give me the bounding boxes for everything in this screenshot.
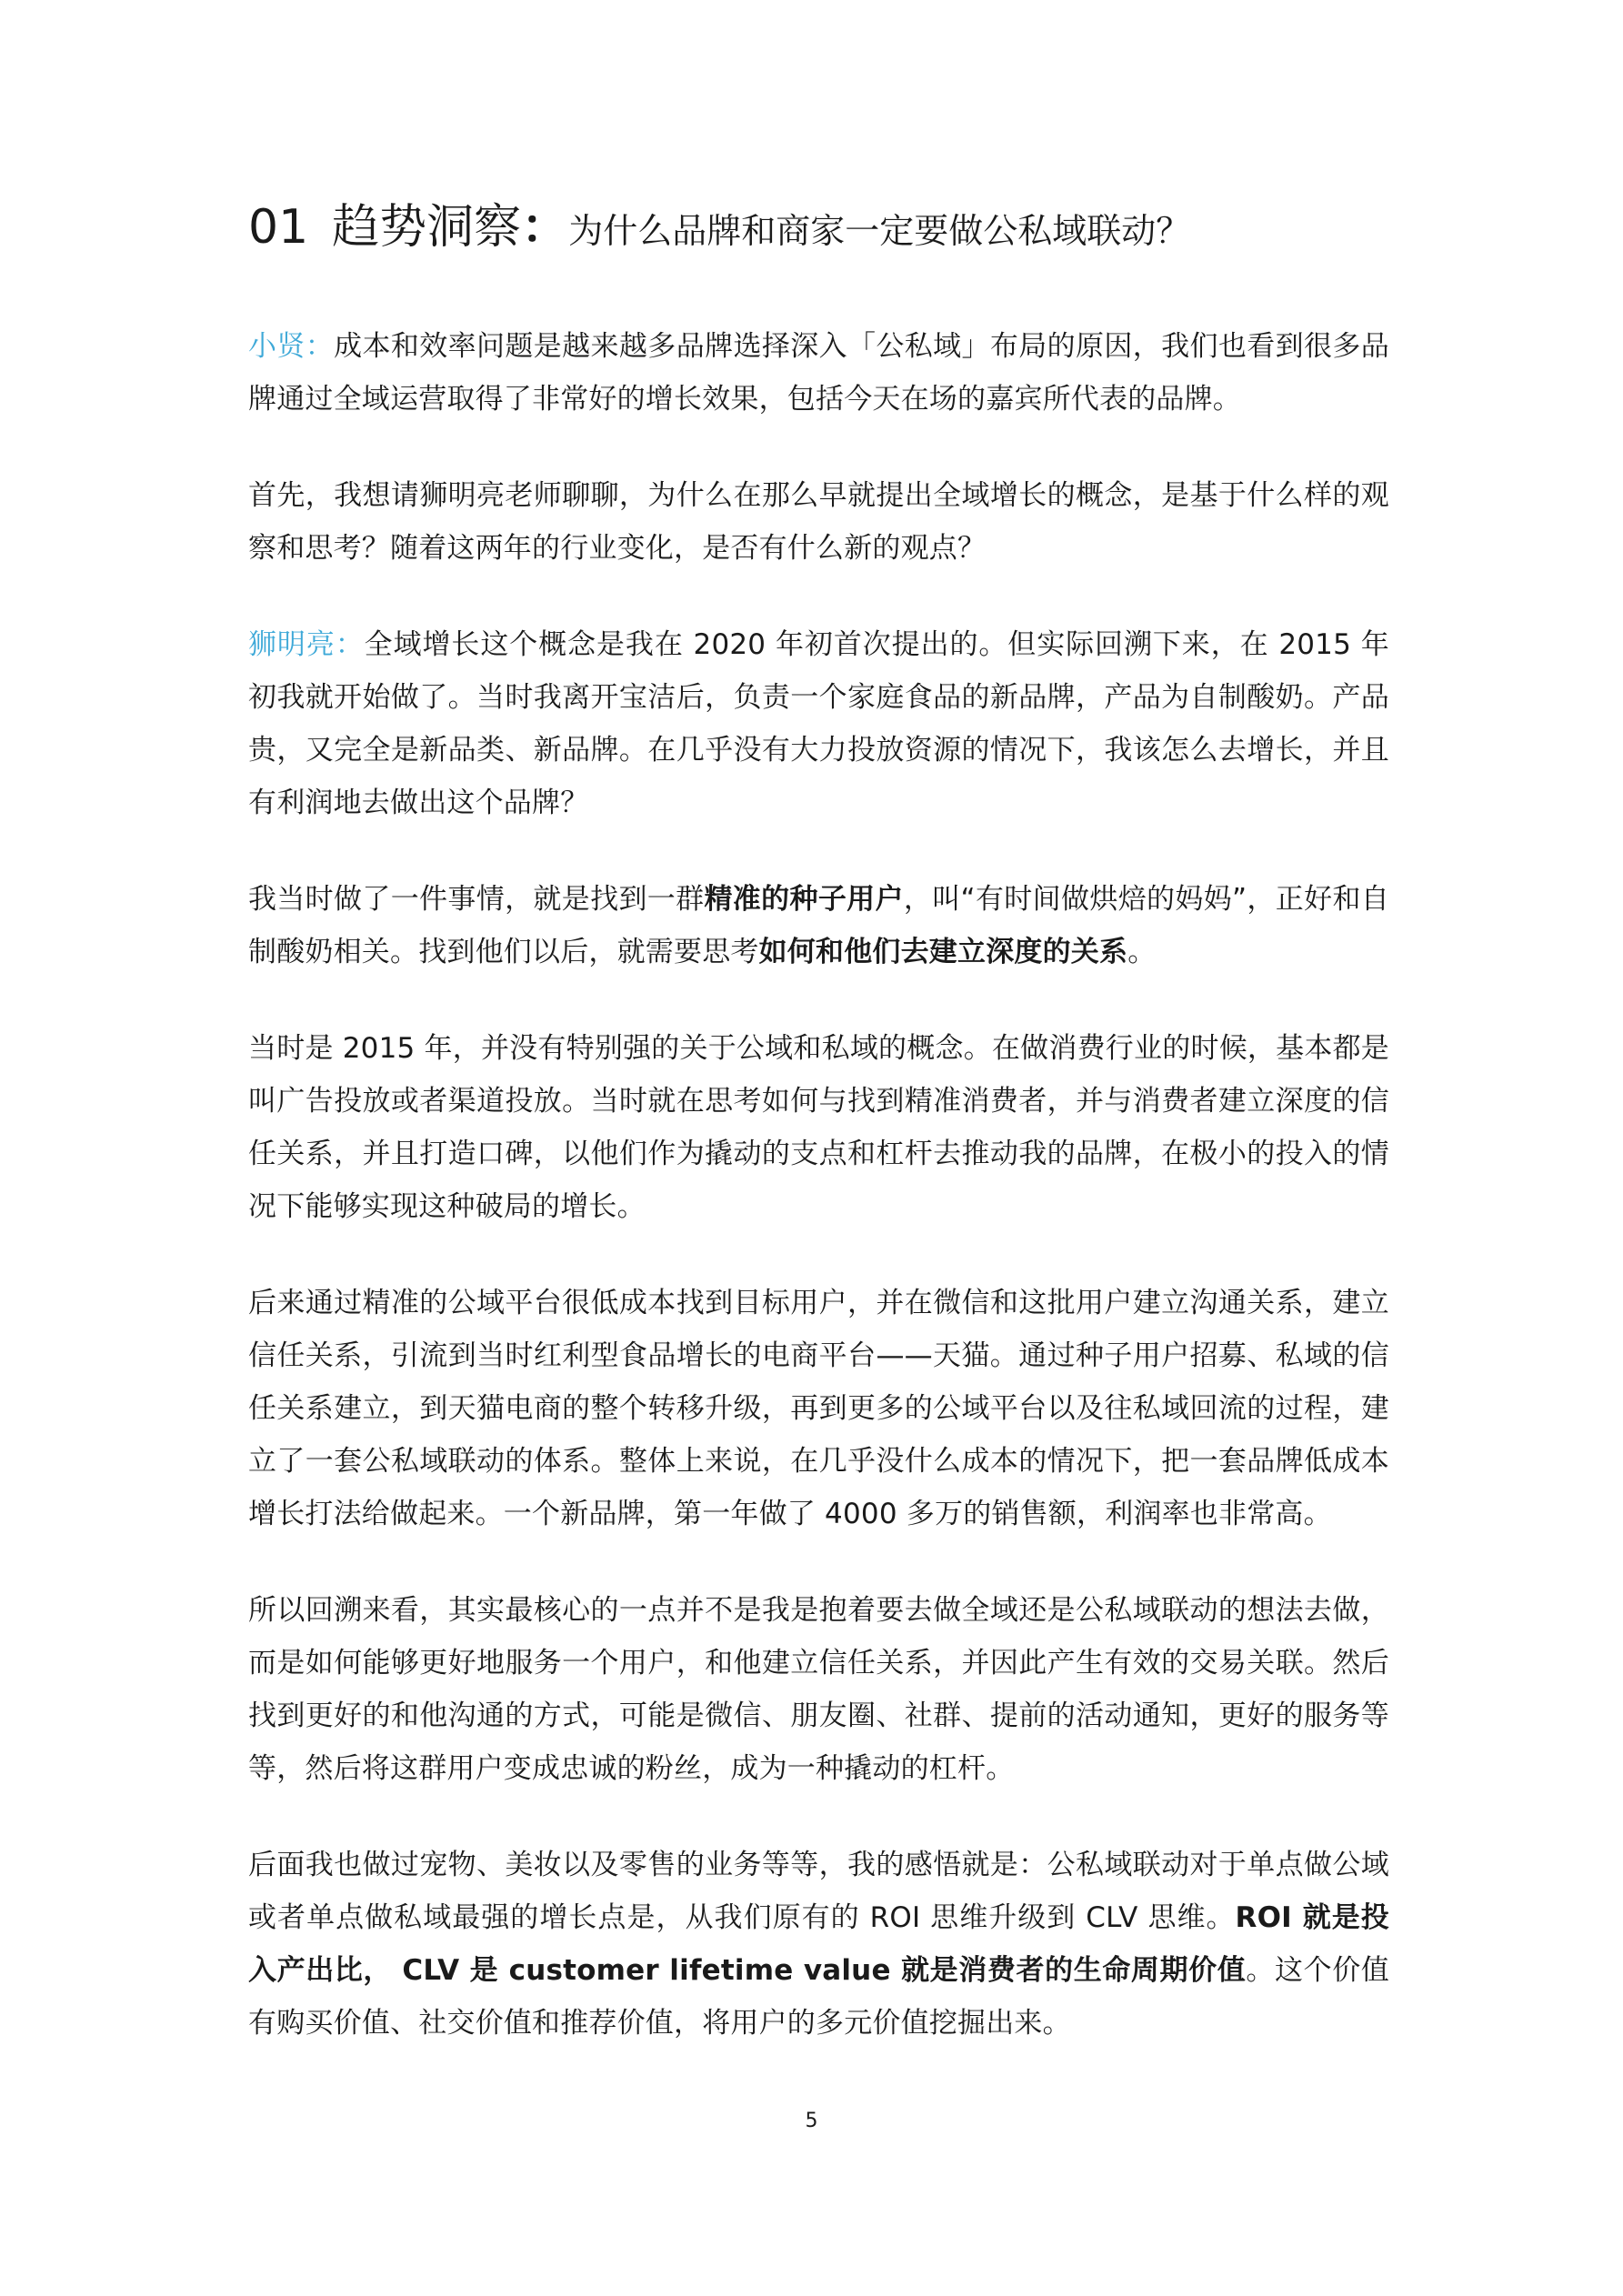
- paragraph-4: [248, 873, 1389, 978]
- paragraph-text: 。: [1127, 936, 1157, 968]
- section-question: 为什么品牌和商家一定要做公私域联动？: [568, 211, 1191, 251]
- page-number: 5: [805, 2110, 818, 2132]
- paragraph-1: [248, 320, 1389, 426]
- paragraph-text: 后来通过精准的公域平台很低成本找到目标用户，并在微信和这批用户建立沟通关系，建立信任关系，引流到当时红利型食品增长的电商平台——天猫。通过种子用户招募、私域的信任关系建立，到天猫电商的整个转移升级，再到更多的公域平台以及往私域回流的过程，建立了一套公私域联动的体系。整体上来说，在几乎没什么成本的情况下，把一套品牌低成本增长打法给做起来。一个新品牌，第一年做了 4000 多万的销售额，利润率也非常高。: [248, 1287, 1389, 1530]
- paragraph-text: 我当时做了一件事情，就是找到一群: [248, 883, 705, 916]
- paragraph-text: 所以回溯来看，其实最核心的一点并不是我是抱着要去做全域还是公私域联动的想法去做，而是如何能够更好地服务一个用户，和他建立信任关系，并因此产生有效的交易关联。然后找到更好的和他沟通的方式，可能是微信、朋友圈、社群、提前的活动通知，更好的服务等等，然后将这群用户变成忠诚的粉丝，成为一种撬动的杠杆。: [248, 1594, 1389, 1785]
- section-heading: [248, 182, 1389, 273]
- emphasis-text: 精准的种子用户: [704, 883, 904, 916]
- paragraph-3: [248, 618, 1389, 829]
- speaker-label: 小贤：: [248, 330, 335, 363]
- paragraph-text: 后面我也做过宠物、美妆以及零售的业务等等，我的感悟就是：公私域联动对于单点做公域或者单点做私域最强的增长点是，从我们原有的 ROI 思维升级到 CLV 思维。: [248, 1849, 1389, 1934]
- emphasis-text: 如何和他们去建立深度的关系: [758, 936, 1128, 968]
- section-number: 01: [248, 200, 309, 255]
- section-colon: ：: [521, 200, 569, 255]
- paragraph-text: ，叫“有时间做烘焙的妈妈”，正好和自制酸奶相关。找到他们以后，就需要思考: [248, 883, 1390, 968]
- paragraph-2: [248, 469, 1389, 575]
- paragraph-5: [248, 1022, 1389, 1233]
- paragraph-text: 成本和效率问题是越来越多品牌选择深入「公私域」布局的原因，我们也看到很多品牌通过全域运营取得了非常好的增长效果，包括今天在场的嘉宾所代表的品牌。: [248, 330, 1389, 416]
- emphasis-text: ROI 就是投入产出比， CLV 是 customer lifetime value 就是消费者的生命周期价值: [248, 1901, 1389, 1987]
- paragraph-text: 全域增长这个概念是我在 2020 年初首次提出的。但实际回溯下来，在 2015 年初我就开始做了。当时我离开宝洁后，负责一个家庭食品的新品牌，产品为自制酸奶。产品贵，又完全是新品类、新品牌。在几乎没有大力投放资源的情况下，我该怎么去增长，并且有利润地去做出这个品牌？: [248, 628, 1389, 819]
- document-page: [248, 182, 1389, 2093]
- paragraph-text: 首先，我想请狮明亮老师聊聊，为什么在那么早就提出全域增长的概念，是基于什么样的观察和思考？随着这两年的行业变化，是否有什么新的观点？: [248, 479, 1389, 565]
- paragraph-text: 当时是 2015 年，并没有特别强的关于公域和私域的概念。在做消费行业的时候，基本都是叫广告投放或者渠道投放。当时就在思考如何与找到精准消费者，并与消费者建立深度的信任关系，并且打造口碑，以他们作为撬动的支点和杠杆去推动我的品牌，在极小的投入的情况下能够实现这种破局的增长。: [248, 1032, 1389, 1223]
- paragraph-8: [248, 1839, 1389, 2050]
- section-topic: 趋势洞察: [332, 200, 522, 255]
- speaker-label: 狮明亮：: [248, 628, 365, 661]
- paragraph-6: [248, 1277, 1389, 1540]
- paragraph-text: 。这个价值有购买价值、社交价值和推荐价值，将用户的多元价值挖掘出来。: [248, 1954, 1390, 2040]
- paragraph-7: [248, 1584, 1389, 1795]
